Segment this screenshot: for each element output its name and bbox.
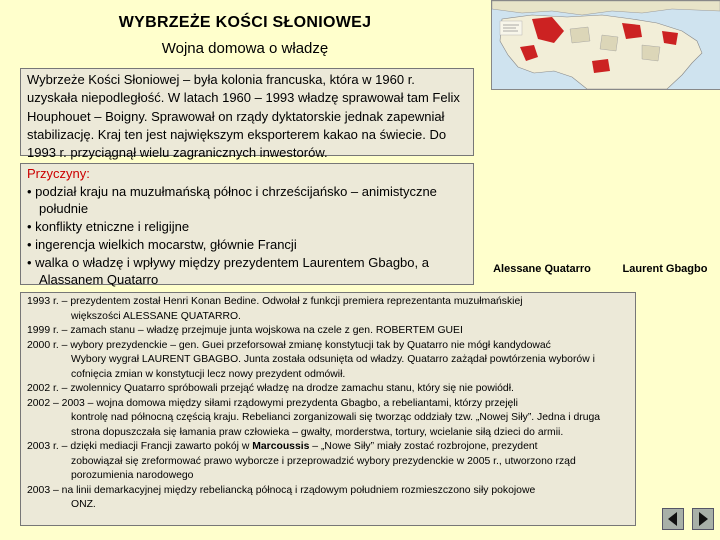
entry-text: ONZ. [71, 499, 96, 510]
africa-map-image [492, 1, 720, 89]
intro-box [20, 68, 474, 161]
list-item: • podział kraju na muzułmańską północ i chrześcijańsko – animistyczne południe [27, 183, 437, 217]
photo-caption-gbagbo: Laurent Gbagbo [622, 263, 708, 275]
entry-text-part: 2003 r. – dzięki mediacji Francji zawarto pokój w [27, 441, 253, 452]
page-subtitle: Wojna domowa o władzę [161, 40, 329, 57]
list-item: • konflikty etniczne i religijne [27, 219, 190, 235]
entry-text-bold: Marcoussis [252, 441, 310, 452]
causes-list [27, 183, 467, 289]
back-button[interactable] [662, 508, 684, 530]
entry-text: zobowiązał się zreformować prawo wyborcze i przeprowadzić wybory prezydenckie w 2005 r., utworzono rząd porozumienia narodowego [71, 455, 576, 481]
forward-arrow-icon [693, 509, 713, 529]
timeline-entry-2002 [27, 382, 629, 397]
timeline-entry-1999 [27, 324, 629, 339]
timeline-entry-2003-un [27, 484, 629, 513]
timeline-box [20, 292, 636, 526]
entry-text: 2002 r. – zwolennicy Quatarro spróbowali przejąć władzę na drodze zamachu stanu, który się nie powiódł. [27, 383, 514, 394]
intro-text: – była kolonia francuska, która w 1960 r. uzyskała niepodległość. W latach 1960 – 1993 władzę sprawował tam Felix Houphouet – Boigny. Sprawował on rządy dyktatorskie jednak zapewniał stabilizację. Kraj ten jest największym eksporterem kakao na świecie. Do 1993 r. przyciągnął wielu zagranicznych inwestorów. [27, 72, 460, 161]
page-title: WYBRZEŻE KOŚCI SŁONIOWEJ [118, 14, 372, 31]
entry-text: Wybory wygrał LAURENT GBAGBO. Junta została odsunięta od władzy. Quatarro zażądał powtórzenia wyborów i cofnięcia zmian w konstytucji lecz nowy prezydent odmówił. [71, 354, 595, 380]
timeline-entry-2002-2003 [27, 397, 629, 441]
timeline-entry-2000 [27, 339, 629, 383]
entry-text: 1993 r. – prezydentem został Henri Konan Bedine. Odwołał z funkcji premiera reprezentanta muzułmańskiej [27, 296, 523, 307]
causes-box [20, 163, 474, 288]
timeline-entry-2003-peace [27, 440, 629, 484]
intro-lead: Wybrzeże Kości Słoniowej [27, 72, 180, 87]
entry-text [27, 440, 629, 455]
entry-text: większości ALESSANE QUATARRO. [71, 310, 241, 322]
entry-text: 2003 – na linii demarkacyjnej między rebeliancką północą i rządowym południem rozmieszczono siły pokojowe [27, 484, 536, 496]
list-item: • ingerencja wielkich mocarstw, głównie Francji [27, 236, 297, 252]
forward-button[interactable] [692, 508, 714, 530]
entry-text: kontrolę nad północną częścią kraju. Rebelianci zorganizowali się tworząc oddziały tzw. „Nowej Siły”. Jedna i druga strona dopuszczała się łamania praw człowieka – gwałty, morderstwa, tortury, wcielanie siłą dzieci do armii. [71, 412, 601, 438]
causes-heading: Przyczyny: [27, 166, 90, 181]
entry-text-part: – „Nowe Siły” miały zostać rozbrojone, prezydent [309, 441, 538, 452]
photo-caption-quatarro: Alessane Quatarro [493, 263, 591, 275]
entry-text: 1999 r. – zamach stanu – władzę przejmuje junta wojskowa na czele z gen. ROBERTEM GUEI [27, 325, 463, 336]
back-arrow-icon [663, 509, 683, 529]
entry-text: 2002 – 2003 – wojna domowa między siłami rządowymi prezydenta Gbagbo, a rebeliantami, którzy przejęli [27, 397, 518, 409]
entry-text: 2000 r. – wybory prezydenckie – gen. Guei przeforsował zmianę konstytucji tak by Quatarro nie mógł kandydować [27, 339, 551, 351]
africa-map [491, 0, 720, 90]
list-item: • walka o władzę i wpływy między prezydentem Laurentem Gbagbo, a Alassanem Quatarro [27, 254, 429, 288]
timeline-entry-1993 [27, 295, 629, 324]
